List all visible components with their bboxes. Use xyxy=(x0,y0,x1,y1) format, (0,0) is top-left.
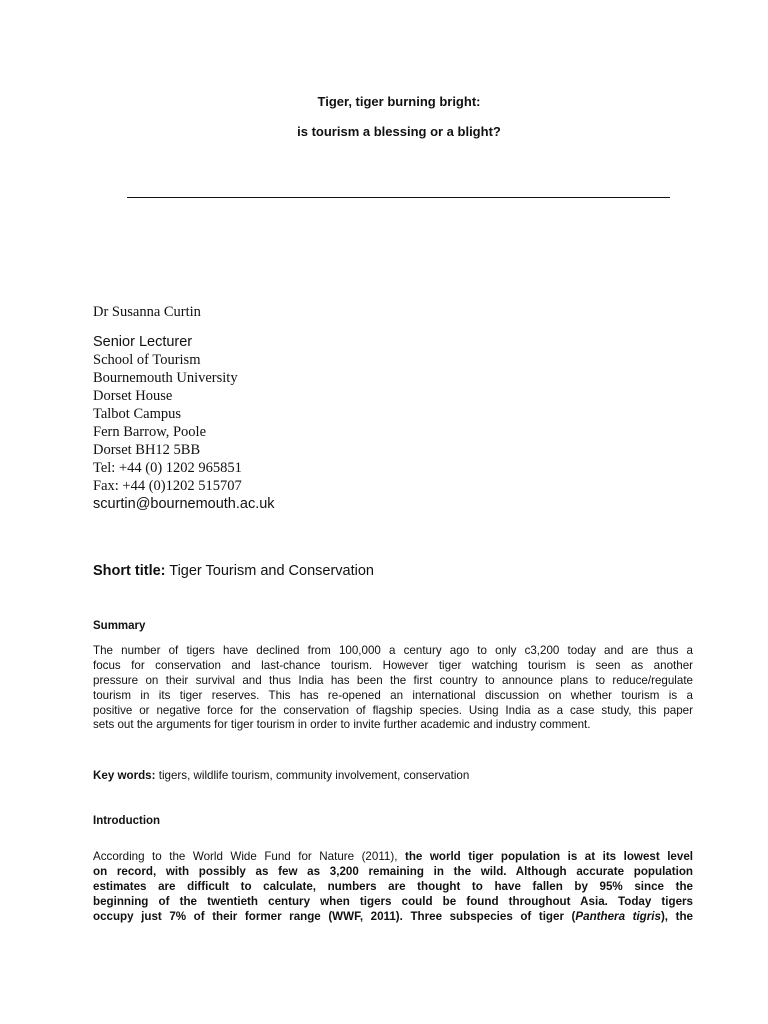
introduction-bold-text: estimates are difficult to calculate, numbers are thought to have fallen by 95% since the xyxy=(93,879,693,893)
introduction-heading: Introduction xyxy=(93,815,161,827)
summary-heading: Summary xyxy=(93,620,146,632)
address-line: School of Tourism xyxy=(93,352,201,368)
address-line: Dorset House xyxy=(93,388,173,404)
fax-line: Fax: +44 (0)1202 515707 xyxy=(93,478,242,494)
introduction-line xyxy=(93,865,693,880)
title-divider xyxy=(127,197,670,198)
paper-title-line-1: Tiger, tiger burning bright: xyxy=(317,94,481,109)
short-title-value: Tiger Tourism and Conservation xyxy=(165,563,374,579)
author-name: Dr Susanna Curtin xyxy=(93,304,201,320)
address-line: Talbot Campus xyxy=(93,406,181,422)
introduction-bold-text: on record, with possibly as few as 3,200 remaining in the wild. Although accurate population xyxy=(93,864,693,878)
keywords-value: tigers, wildlife tourism, community involvement, conservation xyxy=(155,769,470,782)
address-line: Bournemouth University xyxy=(93,370,238,386)
summary-line: pressure on their survival and thus India has been the first country to announce plans to reduce/regulate xyxy=(93,673,693,687)
introduction-bold-text: ), the xyxy=(660,909,693,923)
introduction-line xyxy=(93,850,693,865)
author-email: scurtin@bournemouth.ac.uk xyxy=(93,496,275,512)
author-role: Senior Lecturer xyxy=(93,334,193,350)
short-title-label: Short title: xyxy=(93,563,166,579)
introduction-line xyxy=(93,880,693,895)
summary-paragraph xyxy=(93,644,693,733)
author-address-block xyxy=(93,333,275,513)
summary-line: tourism in its tiger reserves. This has re-opened an international discussion on whether tourism is a xyxy=(93,688,693,702)
introduction-line xyxy=(93,910,693,925)
introduction-line xyxy=(93,895,693,910)
telephone-line: Tel: +44 (0) 1202 965851 xyxy=(93,460,242,476)
summary-line: focus for conservation and last-chance tourism. However tiger watching tourism is seen as another xyxy=(93,658,693,672)
summary-line: positive or negative force for the conservation of flagship species. Using India as a case study, this paper xyxy=(93,703,693,717)
paper-title-line-2: is tourism a blessing or a blight? xyxy=(297,124,501,139)
species-name: Panthera tigris xyxy=(575,909,661,923)
short-title xyxy=(93,563,374,579)
summary-line: The number of tigers have declined from 100,000 a century ago to only c3,200 today and are thus a xyxy=(93,644,693,657)
introduction-bold-text: the world tiger population is at its lowest level xyxy=(404,850,693,863)
keywords xyxy=(93,769,469,782)
introduction-paragraph xyxy=(93,850,693,924)
keywords-label: Key words: xyxy=(93,769,156,782)
introduction-bold-text: occupy just 7% of their former range (WWF, 2011). Three subspecies of tiger ( xyxy=(93,909,576,923)
address-line: Fern Barrow, Poole xyxy=(93,424,207,440)
introduction-text: According to the World Wide Fund for Nature (2011), xyxy=(93,850,405,863)
address-line: Dorset BH12 5BB xyxy=(93,442,201,458)
summary-line: sets out the arguments for tiger tourism in order to invite further academic and industry comment. xyxy=(93,718,591,732)
introduction-bold-text: beginning of the twentieth century when tigers could be found throughout Asia. Today tigers xyxy=(93,894,693,908)
